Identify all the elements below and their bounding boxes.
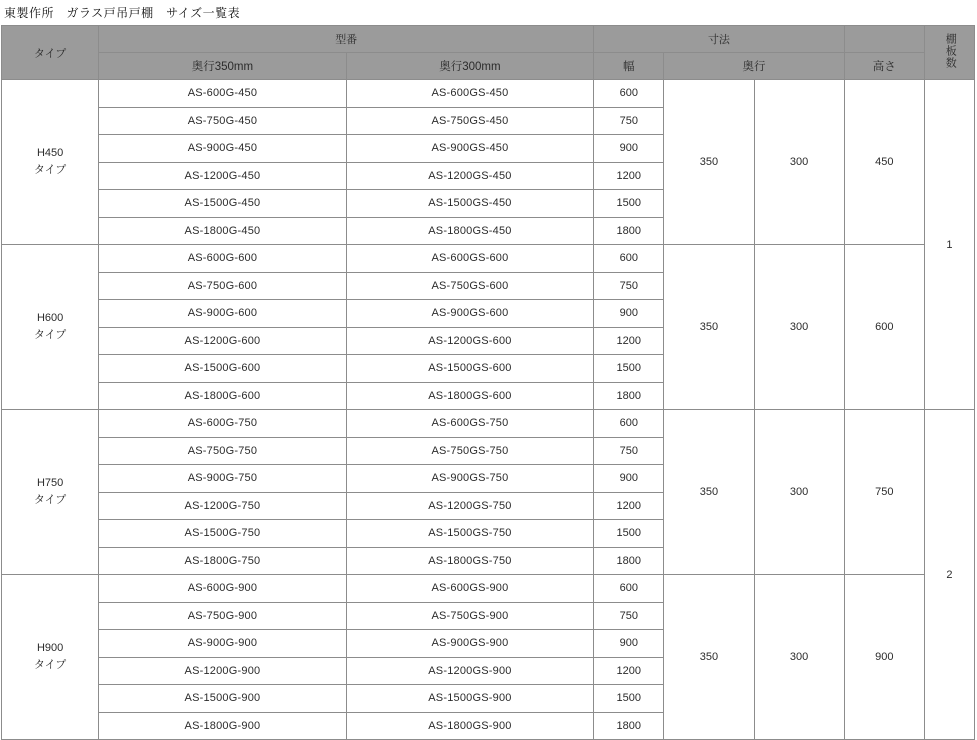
width-value: 600 bbox=[594, 410, 664, 438]
header-shelf-count bbox=[924, 26, 974, 80]
model-300: AS-1500GS-600 bbox=[346, 355, 594, 383]
width-value: 750 bbox=[594, 272, 664, 300]
model-350: AS-1800G-600 bbox=[99, 382, 347, 410]
model-300: AS-750GS-750 bbox=[346, 437, 594, 465]
model-300: AS-1200GS-600 bbox=[346, 327, 594, 355]
depth350-value: 350 bbox=[664, 245, 754, 410]
model-350: AS-750G-750 bbox=[99, 437, 347, 465]
model-350: AS-1500G-600 bbox=[99, 355, 347, 383]
width-value: 1800 bbox=[594, 382, 664, 410]
height-value: 750 bbox=[844, 410, 924, 575]
width-value: 750 bbox=[594, 437, 664, 465]
model-300: AS-1500GS-450 bbox=[346, 190, 594, 218]
type-cell-h450 bbox=[2, 80, 99, 245]
model-300: AS-1800GS-600 bbox=[346, 382, 594, 410]
model-350: AS-600G-900 bbox=[99, 575, 347, 603]
model-350: AS-600G-600 bbox=[99, 245, 347, 273]
model-350: AS-1500G-900 bbox=[99, 685, 347, 713]
model-350: AS-1500G-750 bbox=[99, 520, 347, 548]
model-350: AS-1800G-900 bbox=[99, 712, 347, 740]
type-label-line1: H450 bbox=[36, 147, 64, 159]
width-value: 1200 bbox=[594, 327, 664, 355]
header-dimensions-spacer bbox=[844, 26, 924, 53]
type-label-line2: タイプ bbox=[33, 494, 67, 506]
model-350: AS-1800G-450 bbox=[99, 217, 347, 245]
header-shelf-count-label: 棚板数 bbox=[944, 33, 957, 69]
table-header-row-2 bbox=[2, 53, 975, 80]
width-value: 900 bbox=[594, 135, 664, 163]
height-value: 600 bbox=[844, 245, 924, 410]
table-row bbox=[2, 410, 975, 438]
depth350-value: 350 bbox=[664, 410, 754, 575]
table-row bbox=[2, 245, 975, 273]
type-label-line2: タイプ bbox=[33, 329, 67, 341]
model-350: AS-750G-600 bbox=[99, 272, 347, 300]
depth350-value: 350 bbox=[664, 575, 754, 740]
model-300: AS-750GS-450 bbox=[346, 107, 594, 135]
model-350: AS-900G-600 bbox=[99, 300, 347, 328]
model-300: AS-1800GS-450 bbox=[346, 217, 594, 245]
model-350: AS-1200G-750 bbox=[99, 492, 347, 520]
model-300: AS-1200GS-450 bbox=[346, 162, 594, 190]
header-model-depth300: 奥行300mm bbox=[346, 53, 594, 80]
model-350: AS-1800G-750 bbox=[99, 547, 347, 575]
table-row bbox=[2, 80, 975, 108]
width-value: 1200 bbox=[594, 657, 664, 685]
model-300: AS-1800GS-900 bbox=[346, 712, 594, 740]
model-300: AS-600GS-750 bbox=[346, 410, 594, 438]
width-value: 600 bbox=[594, 245, 664, 273]
model-300: AS-1200GS-900 bbox=[346, 657, 594, 685]
width-value: 900 bbox=[594, 465, 664, 493]
width-value: 1800 bbox=[594, 547, 664, 575]
type-label-line1: H900 bbox=[36, 642, 64, 654]
table-row bbox=[2, 575, 975, 603]
model-350: AS-750G-450 bbox=[99, 107, 347, 135]
model-300: AS-600GS-900 bbox=[346, 575, 594, 603]
model-350: AS-750G-900 bbox=[99, 602, 347, 630]
height-value: 450 bbox=[844, 80, 924, 245]
type-cell-h750 bbox=[2, 410, 99, 575]
model-350: AS-1200G-450 bbox=[99, 162, 347, 190]
model-350: AS-900G-450 bbox=[99, 135, 347, 163]
model-300: AS-900GS-600 bbox=[346, 300, 594, 328]
header-model-depth350: 奥行350mm bbox=[99, 53, 347, 80]
header-width: 幅 bbox=[594, 53, 664, 80]
model-300: AS-750GS-900 bbox=[346, 602, 594, 630]
model-300: AS-1200GS-750 bbox=[346, 492, 594, 520]
model-300: AS-900GS-900 bbox=[346, 630, 594, 658]
page-title: 東製作所 ガラス戸吊戸棚 サイズ一覧表 bbox=[4, 6, 241, 20]
model-300: AS-1500GS-900 bbox=[346, 685, 594, 713]
width-value: 750 bbox=[594, 107, 664, 135]
width-value: 1800 bbox=[594, 217, 664, 245]
model-300: AS-600GS-450 bbox=[346, 80, 594, 108]
type-label-line1: H600 bbox=[36, 312, 64, 324]
model-350: AS-1200G-900 bbox=[99, 657, 347, 685]
width-value: 1200 bbox=[594, 162, 664, 190]
model-300: AS-900GS-750 bbox=[346, 465, 594, 493]
width-value: 750 bbox=[594, 602, 664, 630]
width-value: 1500 bbox=[594, 685, 664, 713]
model-300: AS-750GS-600 bbox=[346, 272, 594, 300]
header-model-number: 型番 bbox=[99, 26, 594, 53]
shelf-count-value: 1 bbox=[924, 80, 974, 410]
shelf-count-value: 2 bbox=[924, 410, 974, 740]
model-350: AS-600G-450 bbox=[99, 80, 347, 108]
model-300: AS-1500GS-750 bbox=[346, 520, 594, 548]
type-label-line2: タイプ bbox=[33, 659, 67, 671]
width-value: 900 bbox=[594, 300, 664, 328]
type-label-line2: タイプ bbox=[33, 164, 67, 176]
depth300-value: 300 bbox=[754, 575, 844, 740]
table-header-row-1 bbox=[2, 26, 975, 53]
header-dimensions: 寸法 bbox=[594, 26, 845, 53]
width-value: 1500 bbox=[594, 520, 664, 548]
depth300-value: 300 bbox=[754, 80, 844, 245]
height-value: 900 bbox=[844, 575, 924, 740]
model-350: AS-900G-750 bbox=[99, 465, 347, 493]
model-350: AS-1200G-600 bbox=[99, 327, 347, 355]
model-350: AS-900G-900 bbox=[99, 630, 347, 658]
size-list-table bbox=[1, 25, 975, 740]
model-350: AS-600G-750 bbox=[99, 410, 347, 438]
width-value: 600 bbox=[594, 575, 664, 603]
model-300: AS-900GS-450 bbox=[346, 135, 594, 163]
depth300-value: 300 bbox=[754, 245, 844, 410]
width-value: 1800 bbox=[594, 712, 664, 740]
header-type: タイプ bbox=[2, 26, 99, 80]
type-label-line1: H750 bbox=[36, 477, 64, 489]
header-height: 高さ bbox=[844, 53, 924, 80]
model-300: AS-600GS-600 bbox=[346, 245, 594, 273]
width-value: 900 bbox=[594, 630, 664, 658]
width-value: 600 bbox=[594, 80, 664, 108]
depth300-value: 300 bbox=[754, 410, 844, 575]
type-cell-h600 bbox=[2, 245, 99, 410]
width-value: 1200 bbox=[594, 492, 664, 520]
width-value: 1500 bbox=[594, 190, 664, 218]
depth350-value: 350 bbox=[664, 80, 754, 245]
model-350: AS-1500G-450 bbox=[99, 190, 347, 218]
header-depth: 奥行 bbox=[664, 53, 844, 80]
type-cell-h900 bbox=[2, 575, 99, 740]
model-300: AS-1800GS-750 bbox=[346, 547, 594, 575]
width-value: 1500 bbox=[594, 355, 664, 383]
